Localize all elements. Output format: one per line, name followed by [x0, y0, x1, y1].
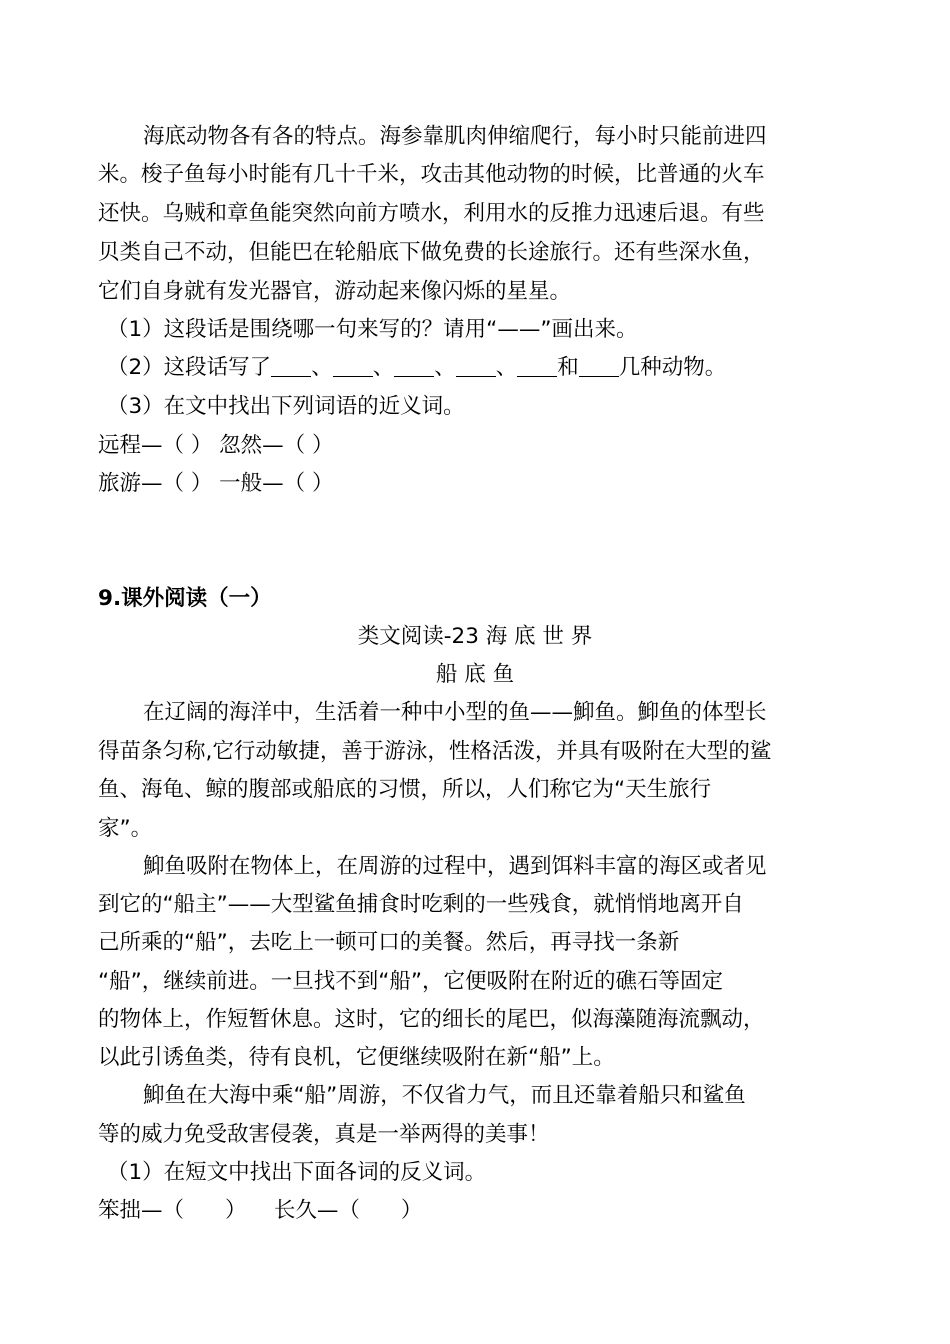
separator: 、	[495, 355, 518, 380]
answer-blank[interactable]	[394, 354, 434, 377]
answer-blank[interactable]	[579, 354, 619, 377]
passage-line: 的物体上，作短暂休息。这时，它的细长的尾巴，似海藻随海流飘动，	[98, 1007, 765, 1032]
answer-blank[interactable]	[517, 354, 557, 377]
separator: 、	[372, 355, 395, 380]
answer-blank[interactable]	[333, 354, 373, 377]
passage-line: 到它的“船主”——大型鲨鱼捕食时吃剩的一些残食，就悄悄地离开自	[98, 892, 744, 917]
separator: 、	[311, 355, 333, 380]
passage-line: 等的威力免受敌害侵袭，真是一举两得的美事！	[98, 1122, 550, 1147]
passage-line: 海底动物各有各的特点。海参靠肌肉伸缩爬行，每小时只能前进四	[143, 124, 767, 149]
separator: 、	[434, 355, 456, 380]
answer-blank[interactable]	[456, 354, 496, 377]
passage-line: 还快。乌贼和章鱼能突然向前方喷水，利用水的反推力迅速后退。有些	[98, 201, 765, 226]
antonym-line: 笨拙—（ ） 长久—（ ）	[98, 1198, 423, 1223]
conjunction: 和	[557, 355, 579, 380]
question-2-prefix: （2）这段话写了	[107, 355, 272, 380]
passage-line: 鱼、海龟、鲸的腹部或船底的习惯，所以，人们称它为“天生旅行	[98, 777, 712, 802]
question-2	[107, 353, 807, 383]
passage-line: 米。梭子鱼每小时能有几十千米，攻击其他动物的时候，比普通的火车	[98, 162, 765, 187]
passage-line: 在辽阔的海洋中，生活着一种中小型的鱼——鮣鱼。鮣鱼的体型长	[143, 700, 767, 725]
question-3: （3）在文中找出下列词语的近义词。	[107, 394, 465, 419]
synonym-line: 旅游—（ ） 一般—（ ）	[98, 471, 334, 496]
passage-line: 鮣鱼在大海中乘“船”周游，不仅省力气，而且还靠着船只和鲨鱼	[143, 1083, 746, 1108]
passage-line: “船”，继续前进。一旦找不到“船”，它便吸附在附近的礁石等固定	[98, 969, 724, 994]
passage-line: 得苗条匀称,它行动敏捷，善于游泳，性格活泼，并具有吸附在大型的鲨	[98, 739, 772, 764]
question-1: （1）这段话是围绕哪一句来写的？请用“——”画出来。	[107, 317, 638, 342]
passage-line: 以此引诱鱼类，待有良机，它便继续吸附在新“船”上。	[98, 1045, 615, 1070]
passage-line: 它们自身就有发光器官，游动起来像闪烁的星星。	[98, 279, 572, 304]
article-subtitle: 类文阅读-23 海 底 世 界	[357, 624, 593, 649]
article-title: 船 底 鱼	[435, 662, 515, 687]
passage-line: 家”。	[98, 816, 153, 841]
answer-blank[interactable]	[271, 354, 311, 377]
section9-question-1: （1）在短文中找出下面各词的反义词。	[107, 1160, 487, 1185]
question-2-suffix: 几种动物。	[618, 355, 727, 380]
section-heading: 9.课外阅读（一）	[98, 586, 272, 611]
passage-line: 己所乘的“船”，去吃上一顿可口的美餐。然后，再寻找一条新	[98, 930, 680, 955]
synonym-line: 远程—（ ） 忽然—（ ）	[98, 433, 334, 458]
passage-line: 贝类自己不动，但能巴在轮船底下做免费的长途旅行。还有些深水鱼，	[98, 240, 765, 265]
passage-line: 鮣鱼吸附在物体上，在周游的过程中，遇到饵料丰富的海区或者见	[143, 854, 767, 879]
